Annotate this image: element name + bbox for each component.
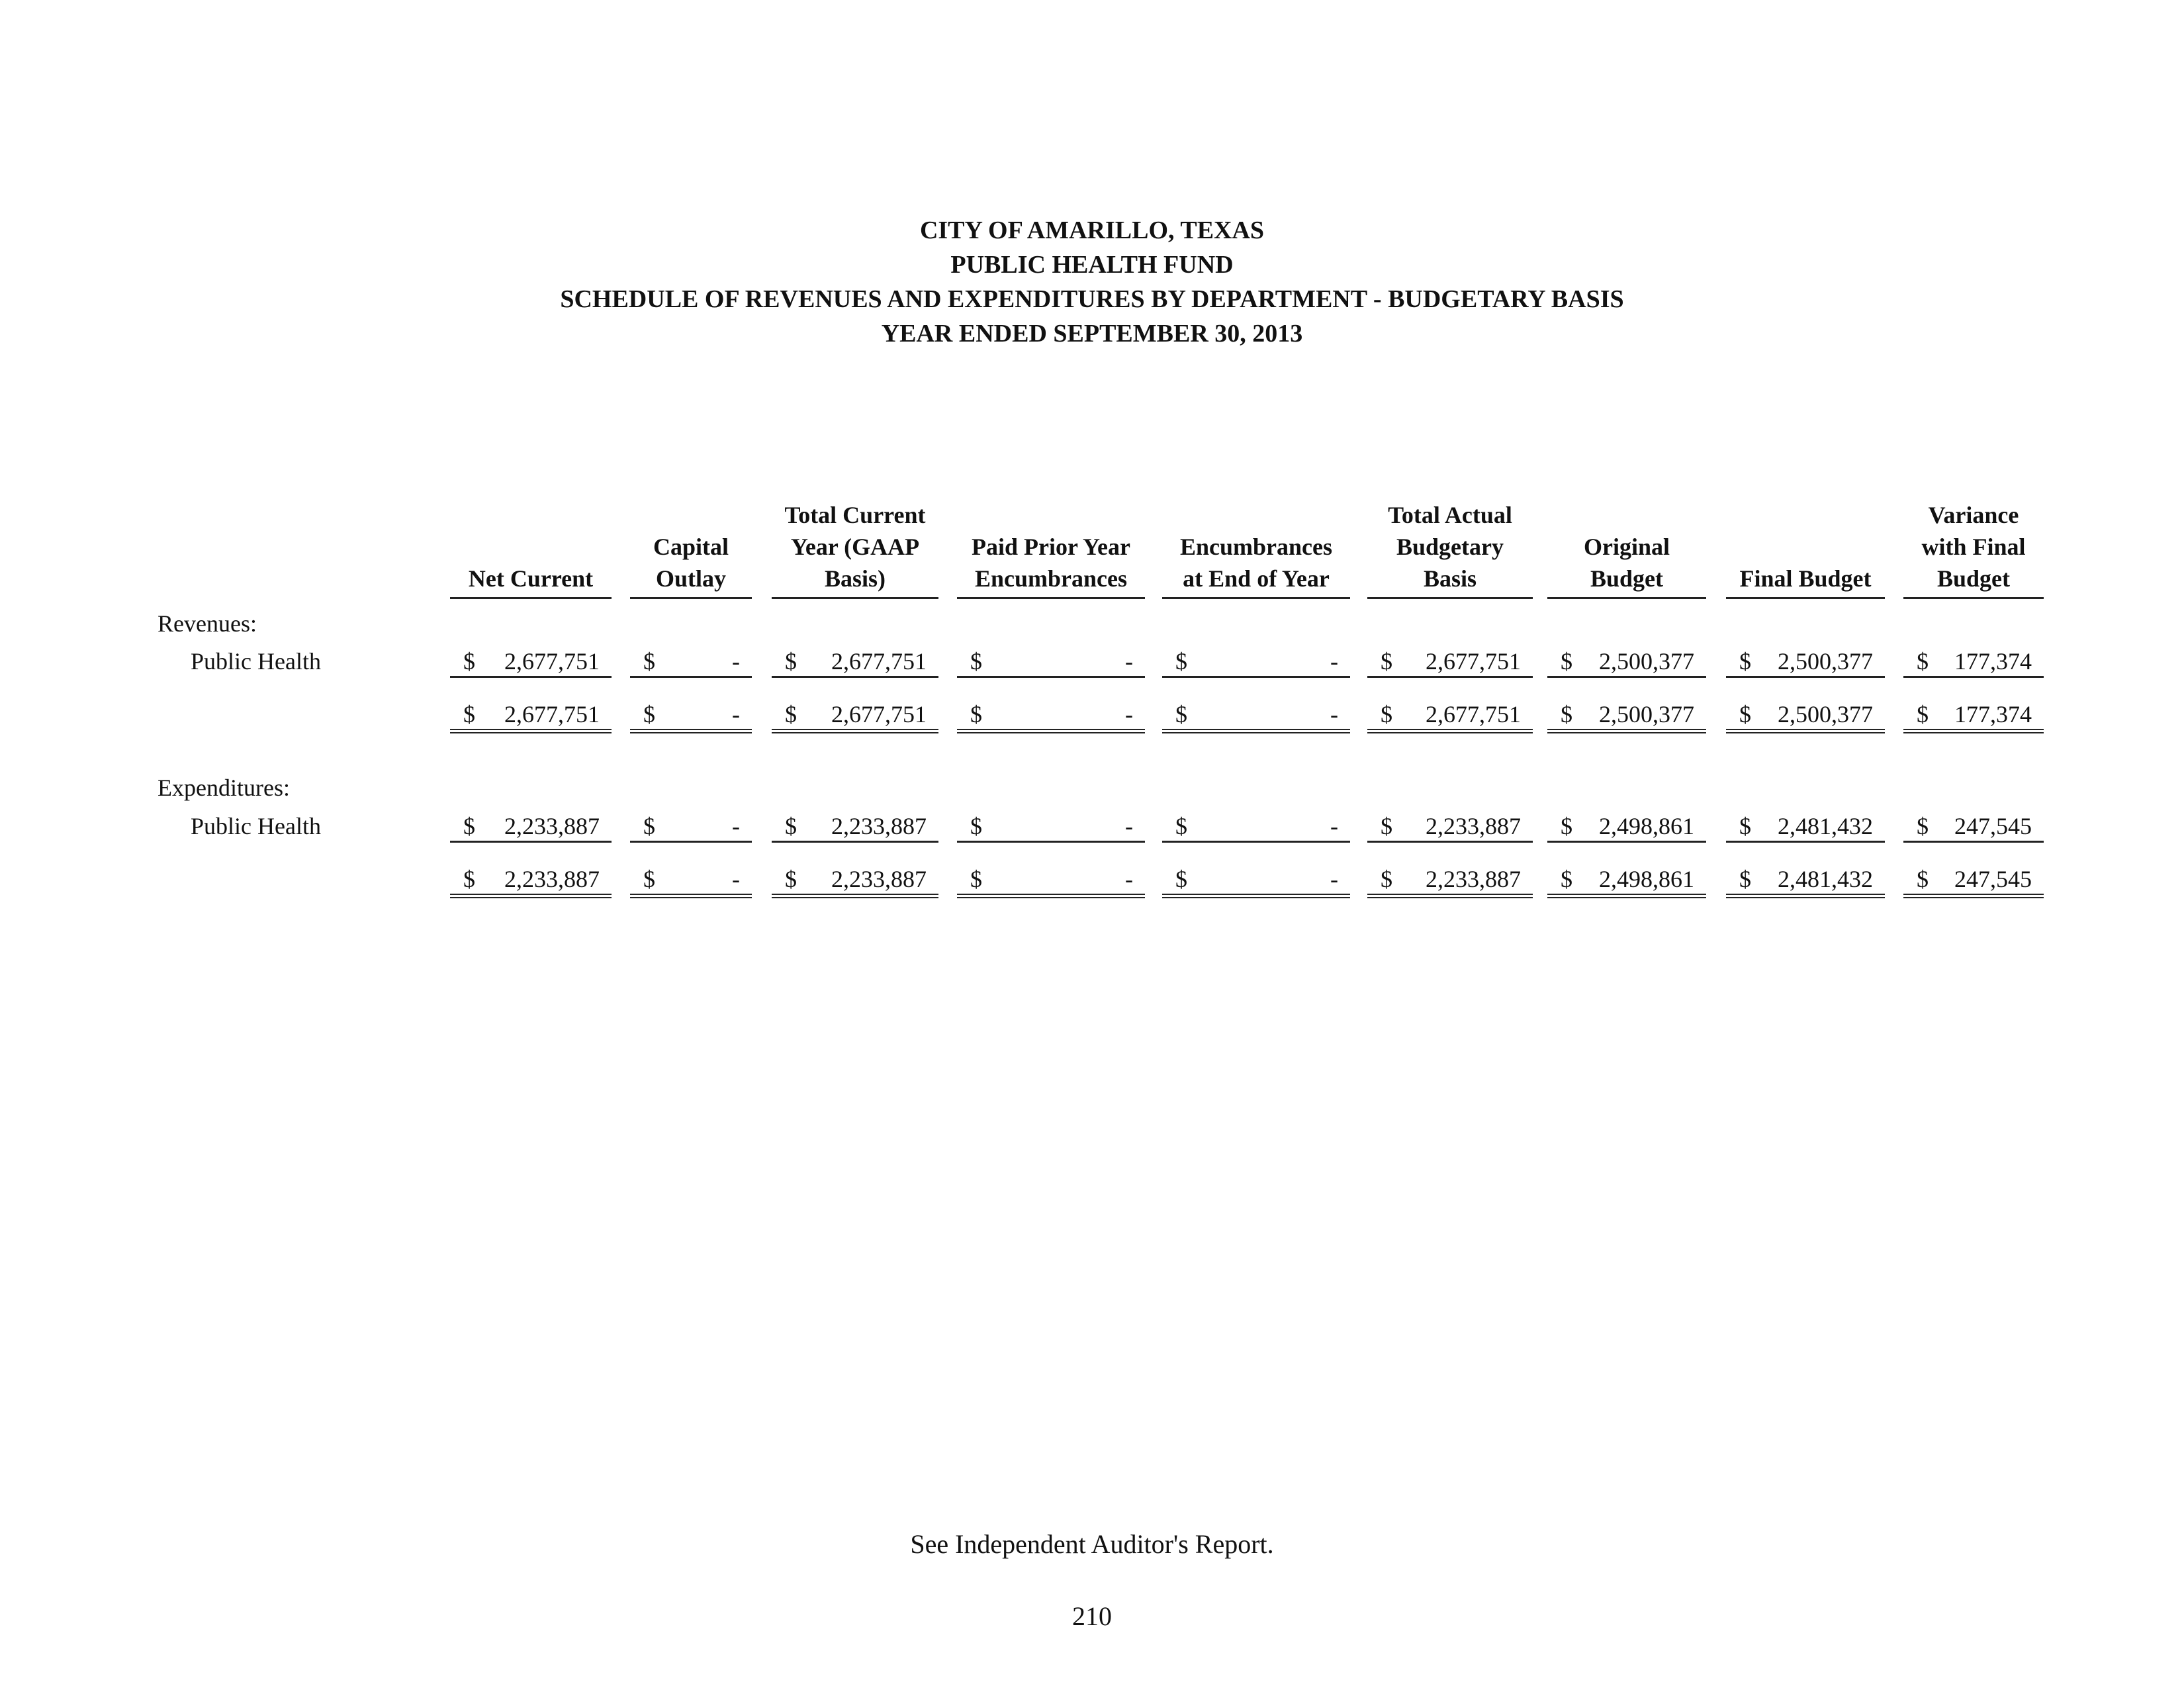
expenditures-total-row-cell [1162,865,1350,898]
expenditures-public-health-row-cell [630,812,752,843]
expenditures-total-row-cell [450,865,612,898]
report-title [0,213,2184,351]
currency-symbol: $ [1917,701,1929,727]
currency-symbol: $ [785,701,797,727]
column-header-8 [1726,563,1885,599]
revenues-total-row-cell [1162,700,1350,733]
title-fund: PUBLIC HEALTH FUND [950,251,1234,279]
column-header-5 [1162,531,1350,599]
currency-symbol: $ [970,701,982,727]
amount-value: 2,498,861 [1599,813,1694,839]
amount-value: - [1330,648,1338,675]
revenues-total-row-cell [772,700,938,733]
expenditures-total-row-cell [1547,865,1706,898]
expenditures-total-row-cell [1903,865,2044,898]
expenditures-public-health-row-cell [957,812,1145,843]
column-header-9 [1903,499,2044,599]
expenditures-public-health-row-cell [1903,812,2044,843]
revenues-public-health-row-cell [1547,647,1706,678]
amount-value: 2,500,377 [1599,701,1694,727]
expenditures-label: Expenditures: [158,774,290,801]
expenditures-public-health-row-cell [772,812,938,843]
column-header-line: Capital [653,534,729,560]
currency-symbol: $ [785,813,797,839]
currency-symbol: $ [1561,813,1572,839]
revenues-public-health-row-cell [630,647,752,678]
currency-symbol: $ [1561,648,1572,675]
title-period: YEAR ENDED SEPTEMBER 30, 2013 [881,320,1303,348]
amount-value: - [732,813,740,839]
currency-symbol: $ [463,866,475,892]
currency-symbol: $ [970,648,982,675]
currency-symbol: $ [643,813,655,839]
currency-symbol: $ [1739,701,1751,727]
revenues-public-health-row-cell [1367,647,1533,678]
expenditures-total-row-cell [630,865,752,898]
currency-symbol: $ [1917,866,1929,892]
amount-value: 2,233,887 [504,866,600,892]
amount-value: - [1330,701,1338,727]
amount-value: - [732,701,740,727]
column-header-line: Total Current [784,502,926,528]
amount-value: 2,677,751 [504,648,600,675]
column-header-line: Outlay [655,565,726,592]
column-header-7 [1547,531,1706,599]
currency-symbol: $ [1739,813,1751,839]
amount-value: 247,545 [1954,866,2032,892]
expenditures-total-row-cell [957,865,1145,898]
title-entity: CITY OF AMARILLO, TEXAS [919,216,1265,244]
column-header-line: Paid Prior Year [972,534,1130,560]
amount-value: - [1125,701,1133,727]
column-header-line: Basis [1423,565,1477,592]
currency-symbol: $ [643,866,655,892]
revenues-public-health-row-cell [957,647,1145,678]
revenues-total-row-cell [450,700,612,733]
currency-symbol: $ [463,648,475,675]
column-header-line: with Final [1921,534,2026,560]
revenues-label: Revenues: [158,610,257,637]
currency-symbol: $ [1917,648,1929,675]
currency-symbol: $ [1561,701,1572,727]
currency-symbol: $ [1381,701,1392,727]
currency-symbol: $ [643,648,655,675]
currency-symbol: $ [1561,866,1572,892]
currency-symbol: $ [1175,813,1187,839]
amount-value: 177,374 [1954,648,2032,675]
currency-symbol: $ [1381,866,1392,892]
amount-value: 2,500,377 [1778,648,1873,675]
currency-symbol: $ [1739,648,1751,675]
revenues-total-row-cell [1726,700,1885,733]
amount-value: - [732,866,740,892]
currency-symbol: $ [1739,866,1751,892]
column-header-line: Budget [1936,565,2011,592]
revenues-public-health-row-cell [772,647,938,678]
amount-value: 247,545 [1954,813,2032,839]
expenditures-item-label: Public Health [191,813,321,839]
amount-value: - [732,648,740,675]
revenues-total-row-cell [1367,700,1533,733]
column-header-line: Total Actual [1388,502,1512,528]
currency-symbol: $ [785,648,797,675]
revenues-total-row-cell [630,700,752,733]
revenues-item-label: Public Health [191,648,321,675]
expenditures-public-health-row-cell [1162,812,1350,843]
expenditures-total-row-cell [1367,865,1533,898]
currency-symbol: $ [970,866,982,892]
amount-value: 2,500,377 [1778,701,1873,727]
revenues-public-health-row-cell [450,647,612,678]
expenditures-total-row-cell [772,865,938,898]
amount-value: 2,481,432 [1778,866,1873,892]
column-header-line: Budget [1590,565,1664,592]
amount-value: 2,677,751 [831,701,927,727]
currency-symbol: $ [643,701,655,727]
amount-value: - [1125,866,1133,892]
revenues-public-health-row-cell [1726,647,1885,678]
column-header-2 [630,531,752,599]
expenditures-public-health-row-cell [450,812,612,843]
currency-symbol: $ [1917,813,1929,839]
column-header-6 [1367,499,1533,599]
currency-symbol: $ [785,866,797,892]
currency-symbol: $ [463,701,475,727]
column-header-4 [957,531,1145,599]
amount-value: 2,677,751 [1426,701,1521,727]
amount-value: 177,374 [1954,701,2032,727]
expenditures-public-health-row-cell [1547,812,1706,843]
amount-value: - [1125,648,1133,675]
revenues-public-health-row-cell [1903,647,2044,678]
amount-value: 2,500,377 [1599,648,1694,675]
amount-value: 2,677,751 [1426,648,1521,675]
amount-value: 2,233,887 [1426,813,1521,839]
column-header-3 [772,499,938,599]
column-header-line: Net Current [468,565,594,592]
column-header-1 [450,563,612,599]
column-header-line: Year (GAAP [790,534,920,560]
currency-symbol: $ [1175,866,1187,892]
amount-value: 2,481,432 [1778,813,1873,839]
currency-symbol: $ [1381,813,1392,839]
amount-value: 2,233,887 [831,866,927,892]
column-header-line: Original [1583,534,1670,560]
column-header-line: Budgetary [1396,534,1504,560]
amount-value: - [1330,813,1338,839]
amount-value: 2,233,887 [504,813,600,839]
column-header-line: Basis) [824,565,886,592]
column-header-line: Final Budget [1739,565,1872,592]
currency-symbol: $ [1381,648,1392,675]
revenues-total-row-cell [957,700,1145,733]
amount-value: 2,677,751 [831,648,927,675]
revenues-public-health-row-cell [1162,647,1350,678]
title-schedule: SCHEDULE OF REVENUES AND EXPENDITURES BY DEPARTMENT - BUDGETARY BASIS [560,285,1624,313]
column-header-line: at End of Year [1183,565,1330,592]
amount-value: 2,233,887 [1426,866,1521,892]
amount-value: - [1330,866,1338,892]
expenditures-public-health-row-cell [1726,812,1885,843]
expenditures-total-row-cell [1726,865,1885,898]
column-header-line: Encumbrances [1179,534,1332,560]
page-number: 210 [1072,1601,1112,1631]
revenues-total-row-cell [1547,700,1706,733]
expenditures-public-health-row-cell [1367,812,1533,843]
revenues-total-row-cell [1903,700,2044,733]
currency-symbol: $ [463,813,475,839]
currency-symbol: $ [1175,648,1187,675]
auditor-report-note: See Independent Auditor's Report. [910,1529,1274,1559]
currency-symbol: $ [970,813,982,839]
amount-value: 2,677,751 [504,701,600,727]
amount-value: 2,233,887 [831,813,927,839]
amount-value: 2,498,861 [1599,866,1694,892]
column-header-line: Encumbrances [974,565,1127,592]
currency-symbol: $ [1175,701,1187,727]
amount-value: - [1125,813,1133,839]
column-header-line: Variance [1928,502,2019,528]
